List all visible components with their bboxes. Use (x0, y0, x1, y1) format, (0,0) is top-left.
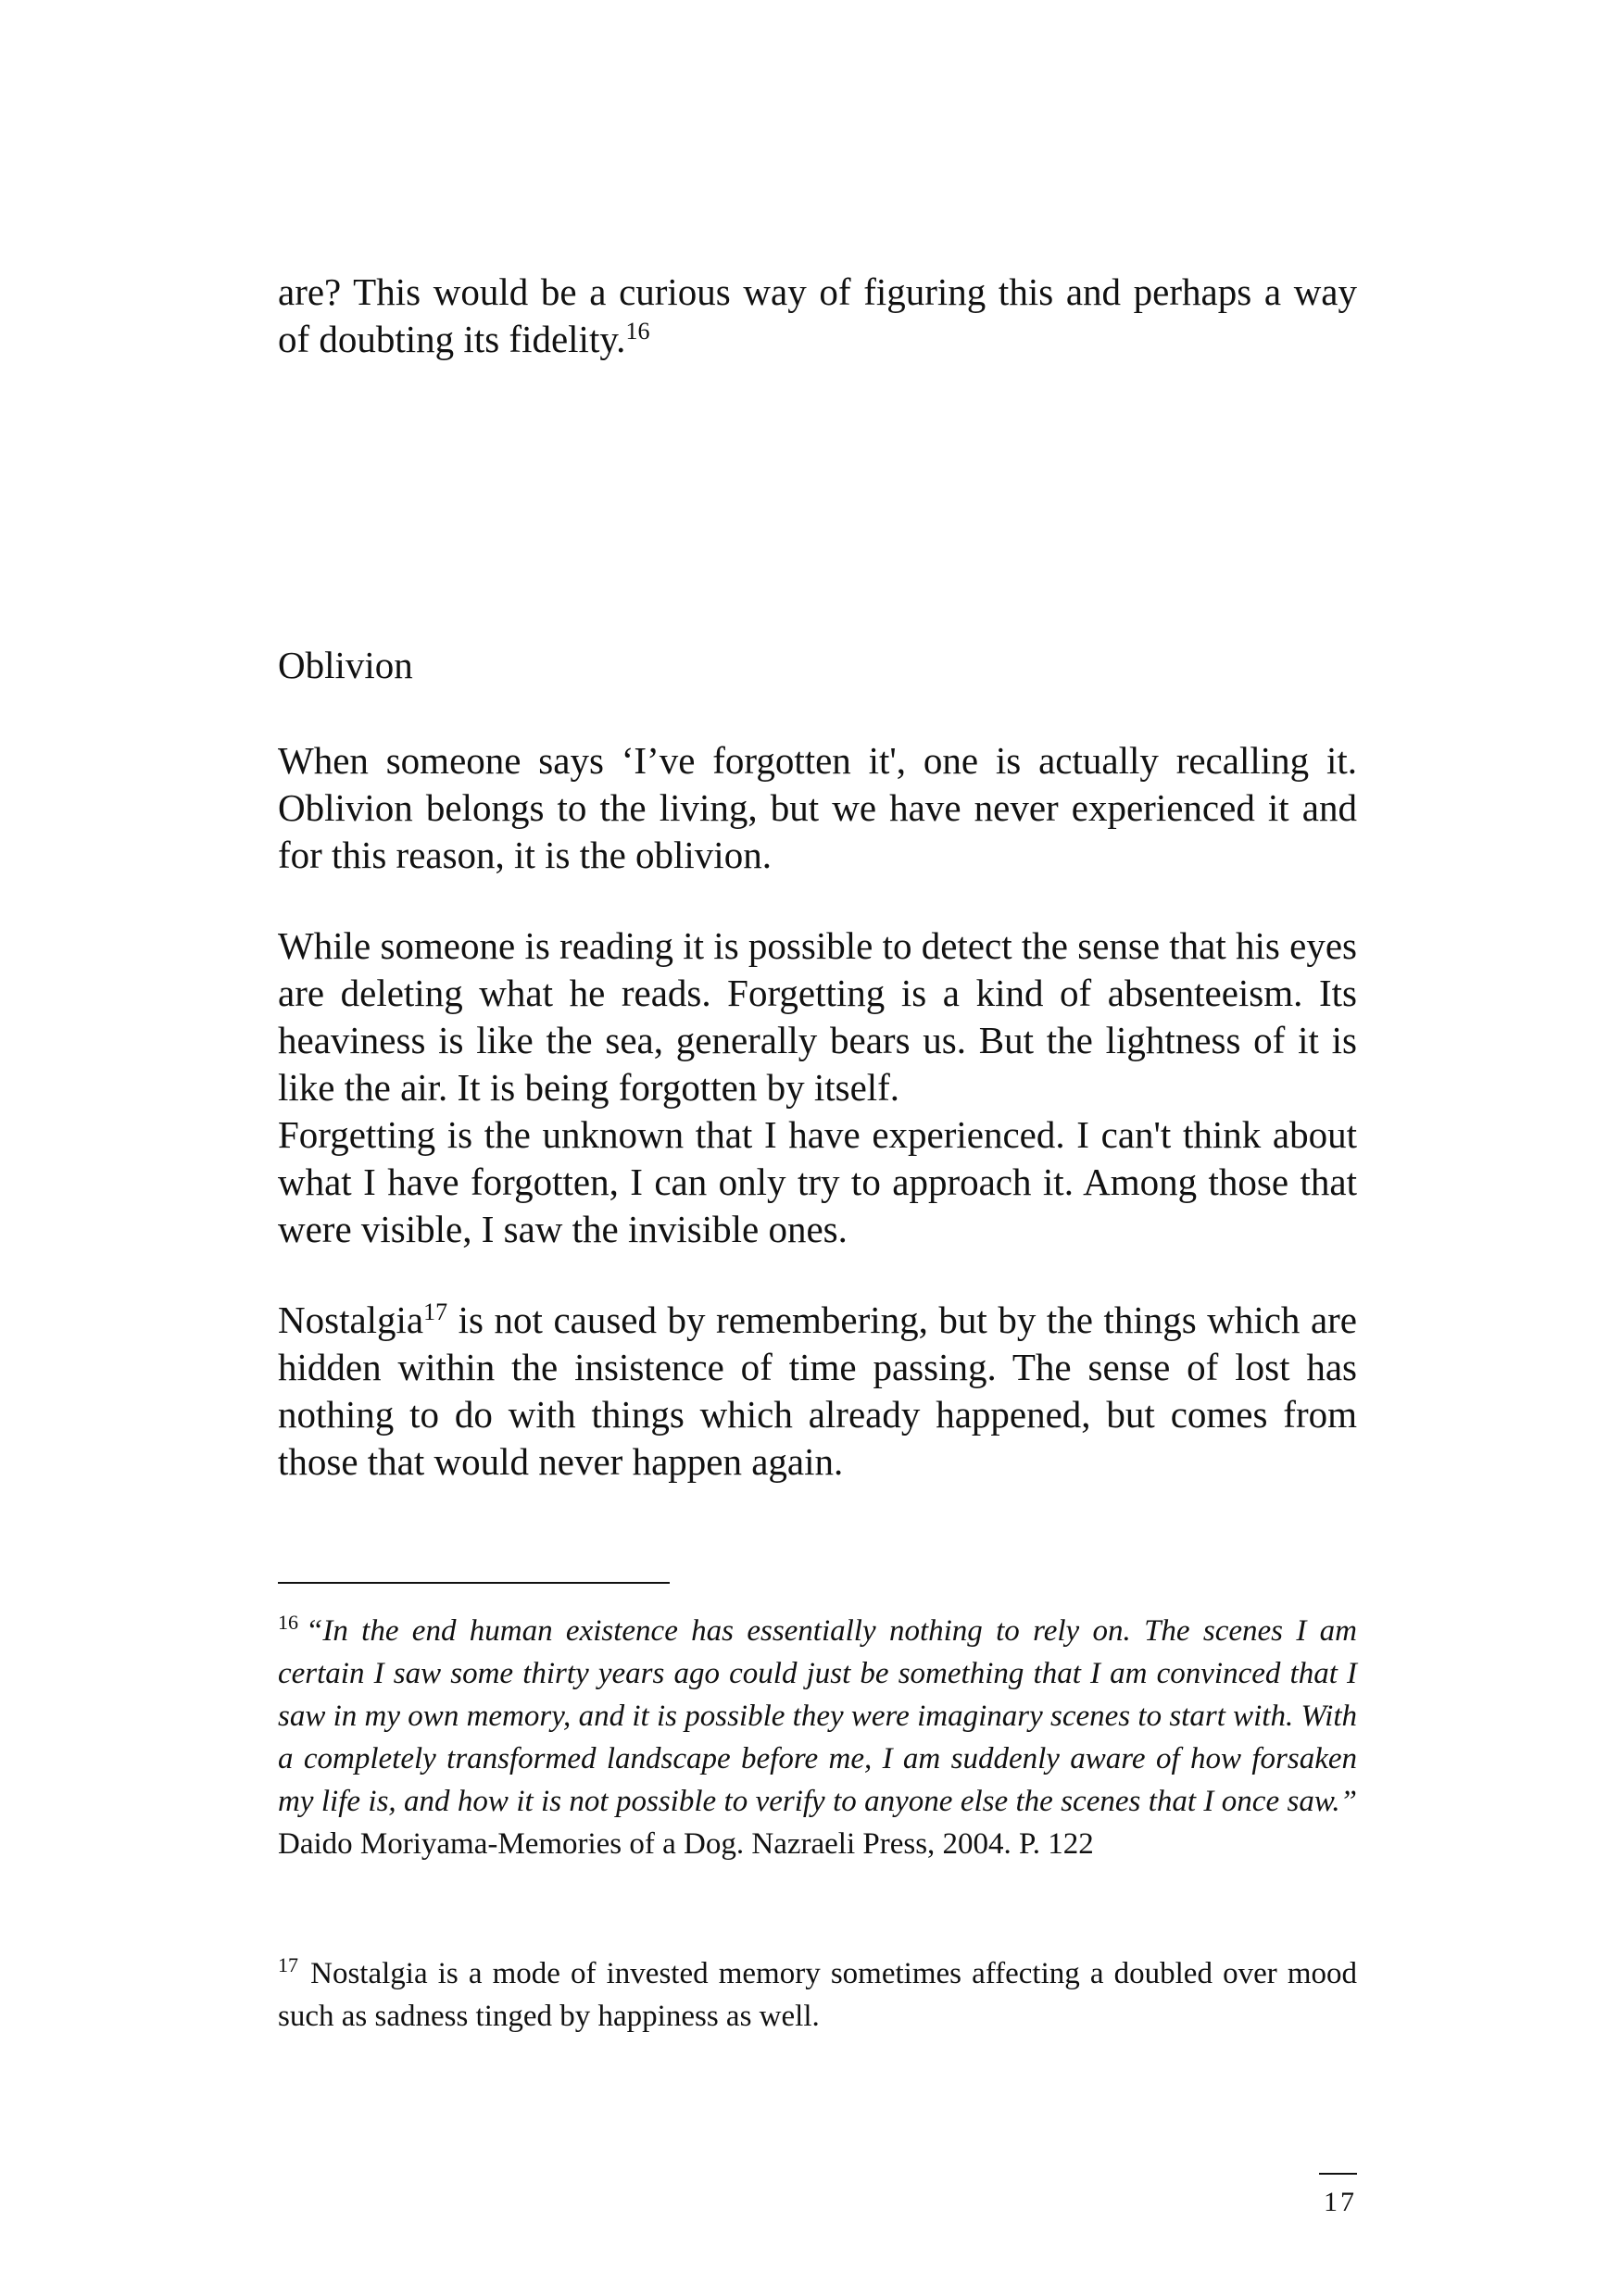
footnote-ref-17[interactable]: 17 (423, 1299, 448, 1325)
paragraph-3-rest: is not caused by remembering, but by the things which are hidden within the insistence of time passing. The sense of lost has nothing to do with things which already happened, but comes from those that would never happen again. (278, 1299, 1357, 1483)
footnote-16-citation: Daido Moriyama-Memories of a Dog. Nazraeli Press, 2004. P. 122 (278, 1827, 1094, 1861)
paragraph-1: When someone says ‘I’ve forgotten it', one is actually recalling it. Oblivion belongs to the living, but we have never experienced it and for this reason, it is the oblivion. (278, 739, 1357, 876)
paragraph-2a: While someone is reading it is possible to detect the sense that his eyes are deleting what he reads. Forgetting is a kind of absenteeism. Its heaviness is like the sea, generally bears us. But the lightness of it is like the air. It is being forgotten by itself. (278, 924, 1357, 1109)
footnote-16-quote: “In the end human existence has essentially nothing to rely on. The scenes I am certain I saw some thirty years ago could just be something that I am convinced that I saw in my own memory, and it is possible they were imaginary scenes to start with. With a completely transformed landscape before me, I am suddenly aware of how forsaken my life is, and how it is not possible to verify to anyone else the scenes that I once saw.” (278, 1614, 1357, 1818)
footnote-ref-16[interactable]: 16 (625, 318, 650, 345)
section-title: Oblivion (278, 644, 413, 686)
page-number-rule (1319, 2173, 1357, 2175)
footnote-16 (278, 1610, 1357, 1865)
footnote-16-number: 16 (278, 1611, 298, 1634)
paragraph-2b: Forgetting is the unknown that I have experienced. I can't think about what I have forgotten, I can only try to approach it. Among those that were visible, I saw the invisible ones. (278, 1113, 1357, 1250)
document-page (278, 0, 1357, 2296)
footnote-17 (278, 1952, 1357, 2038)
continuation-text: are? This would be a curious way of figuring this and perhaps a way of doubting its fidelity. (278, 270, 1357, 360)
footnote-separator (278, 1582, 670, 1584)
continuation-paragraph (278, 269, 1357, 363)
nostalgia-word: Nostalgia (278, 1299, 424, 1341)
paragraph-2 (278, 922, 1357, 1253)
footnote-17-number: 17 (278, 1953, 298, 1976)
paragraph-3 (278, 1297, 1357, 1486)
page-number: 17 (1324, 2187, 1357, 2217)
footnote-17-text: Nostalgia is a mode of invested memory sometimes affecting a doubled over mood such as sadness tinged by happiness as well. (278, 1957, 1357, 2033)
